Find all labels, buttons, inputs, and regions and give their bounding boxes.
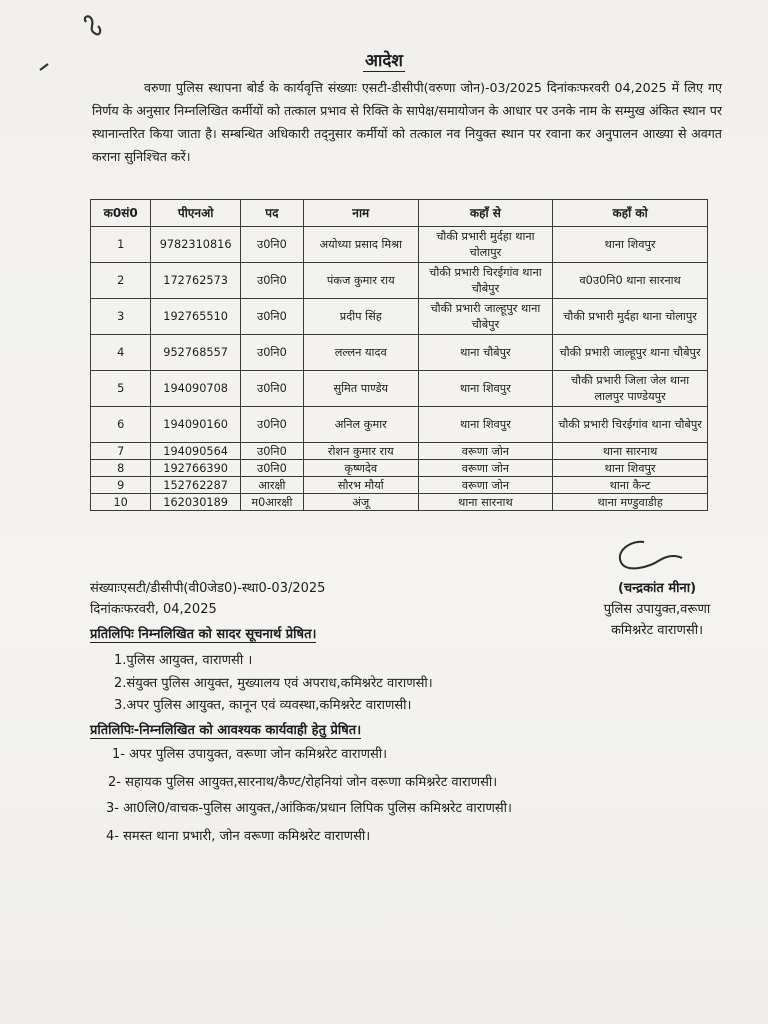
table-row	[91, 407, 708, 443]
cell-serial: 6	[91, 407, 151, 443]
cell-from: चौकी प्रभारी मुर्दहा थाना चोलापुर	[418, 227, 553, 263]
signatory-designation: पुलिस उपायुक्त,वरूणा	[603, 602, 711, 617]
cell-serial: 5	[91, 371, 151, 407]
cell-rank: उ0नि0	[240, 371, 303, 407]
cell-to: चौकी प्रभारी जाल्हूपुर थाना चौबेपुर	[553, 335, 708, 371]
cell-from: चौकी प्रभारी चिरईगांव थाना चौबेपुर	[418, 263, 553, 299]
cell-to: थाना शिवपुर	[553, 460, 708, 477]
cell-serial: 4	[91, 335, 151, 371]
table-row	[91, 477, 708, 494]
cc-info-item: 1.पुलिस आयुक्त, वाराणसी ।	[114, 653, 253, 668]
cell-name: अंजू	[303, 494, 418, 511]
cell-from: थाना शिवपुर	[418, 371, 553, 407]
signatory-block	[572, 578, 742, 641]
cell-name: सौरभ मौर्या	[303, 477, 418, 494]
cell-pno: 194090160	[151, 407, 241, 443]
cell-serial: 8	[91, 460, 151, 477]
cell-rank: उ0नि0	[240, 299, 303, 335]
cell-pno: 9782310816	[151, 227, 241, 263]
cell-rank: उ0नि0	[240, 227, 303, 263]
reference-number: संख्याःएसटी/डीसीपी(वी0जेड0)-स्था0-03/2025	[90, 581, 326, 596]
table-row	[91, 335, 708, 371]
cell-serial: 7	[91, 443, 151, 460]
cell-rank: उ0नि0	[240, 263, 303, 299]
cell-pno: 194090708	[151, 371, 241, 407]
cell-rank: आरक्षी	[240, 477, 303, 494]
cell-name: कृष्णदेव	[303, 460, 418, 477]
table-row	[91, 299, 708, 335]
cell-pno: 194090564	[151, 443, 241, 460]
cell-serial: 3	[91, 299, 151, 335]
cell-from: वरूणा जोन	[418, 477, 553, 494]
cell-from: वरूणा जोन	[418, 443, 553, 460]
cell-rank: उ0नि0	[240, 443, 303, 460]
cell-serial: 10	[91, 494, 151, 511]
table-row	[91, 494, 708, 511]
cc-info-item: 2.संयुक्त पुलिस आयुक्त, मुख्यालय एवं अपराध,कमिश्नरेट वाराणसी।	[114, 676, 433, 691]
transfer-table	[90, 199, 708, 511]
cell-from: थाना चौबेपुर	[418, 335, 553, 371]
cell-rank: उ0नि0	[240, 407, 303, 443]
cell-rank: उ0नि0	[240, 335, 303, 371]
reference-date: दिनांकःफरवरी, 04,2025	[90, 602, 217, 617]
cell-rank: म0आरक्षी	[240, 494, 303, 511]
table-row	[91, 263, 708, 299]
cell-to: थाना शिवपुर	[553, 227, 708, 263]
cell-serial: 9	[91, 477, 151, 494]
cell-rank: उ0नि0	[240, 460, 303, 477]
table-row	[91, 227, 708, 263]
header-serial: क0सं0	[91, 200, 151, 227]
cell-name: सुमित पाण्डेय	[303, 371, 418, 407]
table-row	[91, 443, 708, 460]
header-rank: पद	[240, 200, 303, 227]
order-title: आदेश	[365, 51, 403, 71]
cc-info-heading: प्रतिलिपिः निम्नलिखित को सादर सूचनार्थ प्रेषित।	[90, 627, 317, 642]
reference-block	[90, 578, 325, 620]
cell-to: चौकी प्रभारी चिरईगांव थाना चौबेपुर	[553, 407, 708, 443]
cc-action-item: 1- अपर पुलिस उपायुक्त, वरूणा जोन कमिश्नरेट वाराणसी।	[112, 747, 388, 762]
cell-pno: 172762573	[151, 263, 241, 299]
cell-to: थाना कैन्ट	[553, 477, 708, 494]
cell-to: थाना सारनाथ	[553, 443, 708, 460]
cell-name: प्रदीप सिंह	[303, 299, 418, 335]
cc-action-item: 2- सहायक पुलिस आयुक्त,सारनाथ/कैण्ट/रोहनियां जोन वरूणा कमिश्नरेट वाराणसी।	[108, 775, 498, 790]
signatory-office: कमिश्नरेट वाराणसी।	[610, 623, 704, 638]
cc-info-item: 3.अपर पुलिस आयुक्त, कानून एवं व्यवस्था,कमिश्नरेट वाराणसी।	[114, 698, 412, 713]
cell-name: लल्लन यादव	[303, 335, 418, 371]
cell-name: पंकज कुमार राय	[303, 263, 418, 299]
cell-name: अयोध्या प्रसाद मिश्रा	[303, 227, 418, 263]
cell-from: वरूणा जोन	[418, 460, 553, 477]
header-name: नाम	[303, 200, 418, 227]
cell-to: चौकी प्रभारी जिला जेल थाना लालपुर पाण्डेयपुर	[553, 371, 708, 407]
table-header-row	[91, 200, 708, 227]
cell-pno: 192765510	[151, 299, 241, 335]
table-row	[91, 371, 708, 407]
cell-name: रोशन कुमार राय	[303, 443, 418, 460]
cell-name: अनिल कुमार	[303, 407, 418, 443]
cell-pno: 952768557	[151, 335, 241, 371]
header-pno: पीएनओ	[151, 200, 241, 227]
cell-pno: 162030189	[151, 494, 241, 511]
cell-serial: 2	[91, 263, 151, 299]
signature-mark	[600, 534, 690, 580]
cell-to: व0उ0नि0 थाना सारनाथ	[553, 263, 708, 299]
cell-from: चौकी प्रभारी जाल्हूपुर थाना चौबेपुर	[418, 299, 553, 335]
signatory-name: (चन्द्रकांत मीना)	[617, 581, 697, 596]
cell-to: चौकी प्रभारी मुर्दहा थाना चोलापुर	[553, 299, 708, 335]
cell-serial: 1	[91, 227, 151, 263]
cell-pno: 192766390	[151, 460, 241, 477]
cell-from: थाना सारनाथ	[418, 494, 553, 511]
cell-from: थाना शिवपुर	[418, 407, 553, 443]
table-row	[91, 460, 708, 477]
header-to: कहाँ को	[553, 200, 708, 227]
cc-action-item: 3- आ0लि0/वाचक-पुलिस आयुक्त,/आंकिक/प्रधान लिपिक पुलिस कमिश्नरेट वाराणसी।	[106, 801, 512, 816]
cell-to: थाना मण्डुवाडीह	[553, 494, 708, 511]
cc-action-heading: प्रतिलिपिः-निम्नलिखित को आवश्यक कार्यवाही हेतु प्रेषित।	[90, 723, 362, 738]
cc-action-item: 4- समस्त थाना प्रभारी, जोन वरूणा कमिश्नरेट वाराणसी।	[106, 829, 371, 844]
header-from: कहाँ से	[418, 200, 553, 227]
order-body: वरुणा पुलिस स्थापना बोर्ड के कार्यवृत्ति संख्याः एसटी-डीसीपी(वरुणा जोन)-03/2025 दिनांकःफरवरी 04,2025 में लिए गए निर्णय के अनुसार निम्नलिखित कर्मीयों को तत्काल प्रभाव से रिक्ति के सापेक्ष/समायोजन के आधार पर उनके नाम के सम्मुख अंकित स्थान पर स्थानान्तरित किया जाता है। सम्बन्धित अधिकारी तद्नुसार कर्मीयों को तत्काल नव नियुक्त स्थान पर रवाना कर अनुपालन आख्या से अवगत कराना सुनिश्चित करें।	[92, 80, 722, 164]
cell-pno: 152762287	[151, 477, 241, 494]
